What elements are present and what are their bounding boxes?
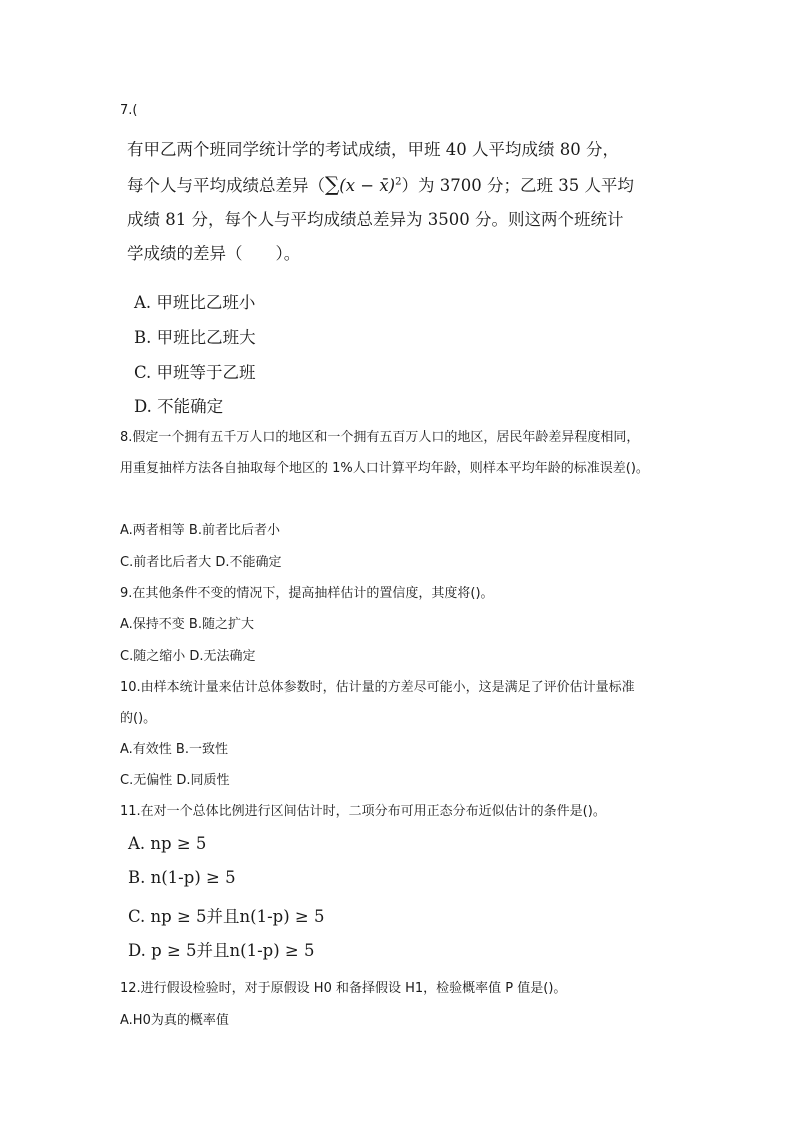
q7-stem-line2-a: 每个人与平均成绩总差异（ bbox=[127, 176, 325, 195]
q11-option-c: C. np ≥ 5并且n(1-p) ≥ 5 bbox=[128, 907, 325, 926]
q9-stem-line1: 9.在其他条件不变的情况下，提高抽样估计的置信度，其度将()。 bbox=[120, 586, 494, 601]
q10-stem-line2: 的()。 bbox=[120, 711, 157, 726]
q7-option-c: C. 甲班等于乙班 bbox=[134, 363, 256, 382]
q12-stem-line1: 12.进行假设检验时，对于原假设 H0 和备择假设 H1，检验概率值 P 值是()。 bbox=[120, 981, 567, 996]
sum-symbol: ∑ bbox=[325, 172, 340, 196]
q7-stem-line1: 有甲乙两个班同学统计学的考试成绩，甲班 40 人平均成绩 80 分， bbox=[127, 140, 619, 159]
q7-stem-line3: 成绩 81 分，每个人与平均成绩总差异为 3500 分。则这两个班统计 bbox=[127, 210, 624, 229]
q11-option-d: D. p ≥ 5并且n(1-p) ≥ 5 bbox=[128, 941, 315, 960]
q8-stem-line1: 8.假定一个拥有五千万人口的地区和一个拥有五百万人口的地区，居民年龄差异程度相同， bbox=[120, 430, 640, 445]
q7-stem-line2-b: ）为 3700 分；乙班 35 人平均 bbox=[401, 176, 634, 195]
q12-option-a: A.H0为真的概率值 bbox=[120, 1013, 229, 1028]
q9-options-row2: C.随之缩小 D.无法确定 bbox=[120, 649, 256, 664]
q8-options-row1: A.两者相等 B.前者比后者小 bbox=[120, 523, 280, 538]
q11-stem-line1: 11.在对一个总体比例进行区间估计时，二项分布可用正态分布近似估计的条件是()。 bbox=[120, 804, 606, 819]
q7-option-d: D. 不能确定 bbox=[134, 397, 224, 416]
q8-stem-line2: 用重复抽样方法各自抽取每个地区的 1%人口计算平均年龄，则样本平均年龄的标准误差()。 bbox=[120, 461, 649, 476]
q8-options-row2: C.前者比后者大 D.不能确定 bbox=[120, 555, 282, 570]
q7-formula bbox=[325, 172, 402, 196]
q10-options-row1: A.有效性 B.一致性 bbox=[120, 742, 228, 757]
q7-stem-line4: 学成绩的差异（ ）。 bbox=[127, 244, 301, 263]
formula-exponent: 2 bbox=[395, 176, 402, 188]
q10-stem-line1: 10.由样本统计量来估计总体参数时，估计量的方差尽可能小，这是满足了评价估计量标准 bbox=[120, 680, 635, 695]
q11-option-a: A. np ≥ 5 bbox=[128, 834, 207, 853]
q7-number: 7.( bbox=[120, 103, 138, 118]
q10-options-row2: C.无偏性 D.同质性 bbox=[120, 773, 230, 788]
formula-body: (x − x̄) bbox=[339, 176, 396, 195]
q7-stem-line2 bbox=[127, 172, 634, 196]
q9-options-row1: A.保持不变 B.随之扩大 bbox=[120, 617, 254, 632]
q7-option-b: B. 甲班比乙班大 bbox=[134, 328, 256, 347]
q7-option-a: A. 甲班比乙班小 bbox=[134, 293, 256, 312]
q11-option-b: B. n(1-p) ≥ 5 bbox=[128, 868, 236, 887]
